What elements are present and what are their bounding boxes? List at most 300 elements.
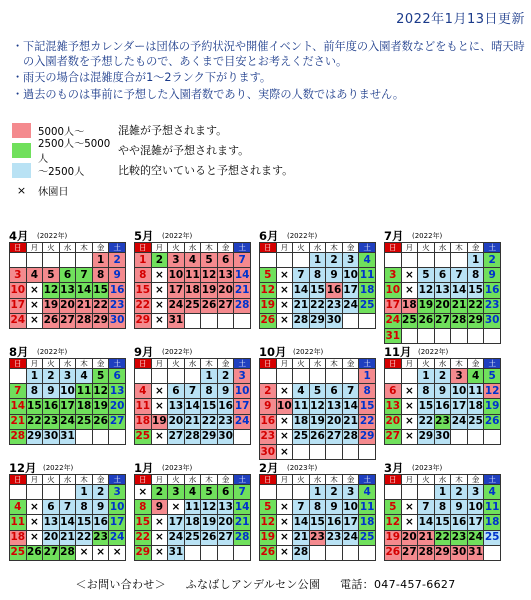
day-cell — [276, 369, 293, 384]
day-cell: 8 — [26, 384, 43, 399]
day-cell: 10 — [467, 500, 484, 515]
day-cell: 8 — [309, 268, 326, 283]
day-cell: 14 — [418, 515, 435, 530]
day-cell: × — [401, 283, 418, 298]
day-cell: 19 — [92, 399, 109, 414]
day-cell: 19 — [201, 283, 218, 298]
day-cell: 29 — [26, 429, 43, 444]
weekday-header: 土 — [234, 475, 251, 485]
day-cell: 12 — [385, 515, 402, 530]
day-cell: 2 — [326, 253, 343, 268]
weekday-header: 金 — [92, 475, 109, 485]
day-cell: 1 — [309, 485, 326, 500]
month-table — [384, 358, 501, 445]
day-cell — [484, 429, 501, 444]
day-cell: 19 — [43, 298, 60, 313]
day-cell: 2 — [151, 253, 168, 268]
day-cell: 4 — [26, 268, 43, 283]
day-cell: 22 — [201, 414, 218, 429]
day-cell: 25 — [76, 414, 93, 429]
month-year: (2022年) — [37, 232, 68, 240]
day-cell: 29 — [434, 545, 451, 560]
day-cell: 4 — [359, 253, 376, 268]
day-cell — [10, 253, 27, 268]
month-name: 3月 — [384, 461, 404, 475]
day-cell: × — [401, 500, 418, 515]
day-cell: 5 — [484, 369, 501, 384]
legend-label: 休園日 — [38, 186, 69, 198]
day-cell: 4 — [359, 485, 376, 500]
day-cell: × — [151, 298, 168, 313]
weekday-header: 火 — [43, 243, 60, 253]
day-cell: × — [26, 298, 43, 313]
day-cell: 30 — [434, 429, 451, 444]
day-cell: 12 — [201, 268, 218, 283]
weekday-header: 日 — [260, 359, 277, 369]
day-cell: 5 — [418, 268, 435, 283]
day-cell: 29 — [135, 313, 152, 328]
day-cell: 9 — [260, 399, 277, 414]
day-cell: 16 — [92, 515, 109, 530]
day-cell: 28 — [10, 429, 27, 444]
month-table — [259, 242, 376, 329]
month-year: (2023年) — [412, 464, 443, 472]
day-cell: 11 — [293, 399, 310, 414]
day-cell: 3 — [342, 253, 359, 268]
day-cell: 16 — [109, 283, 126, 298]
month-name: 2月 — [259, 461, 279, 475]
day-cell: 29 — [359, 429, 376, 444]
day-cell — [234, 545, 251, 560]
day-cell — [359, 313, 376, 328]
month-name: 9月 — [134, 345, 154, 359]
day-cell: 1 — [359, 369, 376, 384]
weekday-header: 木 — [201, 359, 218, 369]
day-cell — [26, 485, 43, 500]
day-cell — [309, 369, 326, 384]
day-cell: 23 — [326, 530, 343, 545]
weekday-header: 金 — [217, 243, 234, 253]
note-2: ・ 雨天の場合は混雑度合が1～2ランク下がります。 — [12, 71, 272, 84]
day-cell: × — [276, 500, 293, 515]
month-calendar — [384, 460, 501, 561]
day-cell: 17 — [109, 515, 126, 530]
day-cell: × — [276, 429, 293, 444]
day-cell: 21 — [59, 530, 76, 545]
day-cell: 11 — [184, 500, 201, 515]
weekday-header: 土 — [234, 243, 251, 253]
day-cell: 9 — [43, 384, 60, 399]
day-cell: 25 — [293, 429, 310, 444]
month-header — [259, 344, 376, 358]
day-cell: 19 — [484, 399, 501, 414]
day-cell: 2 — [109, 253, 126, 268]
month-table — [9, 242, 126, 329]
weekday-header: 水 — [309, 243, 326, 253]
day-cell: 9 — [92, 500, 109, 515]
day-cell: 30 — [326, 313, 343, 328]
day-cell: 22 — [135, 530, 152, 545]
day-cell: 19 — [201, 515, 218, 530]
day-cell: 1 — [76, 485, 93, 500]
day-cell: 25 — [184, 298, 201, 313]
weekday-header: 木 — [451, 243, 468, 253]
weekday-header: 木 — [201, 475, 218, 485]
day-cell: 9 — [484, 268, 501, 283]
day-cell: 5 — [201, 485, 218, 500]
day-cell — [293, 485, 310, 500]
weekday-header: 木 — [76, 475, 93, 485]
day-cell — [260, 253, 277, 268]
day-cell: 7 — [10, 384, 27, 399]
day-cell: 11 — [467, 384, 484, 399]
day-cell: 5 — [309, 384, 326, 399]
day-cell: 17 — [342, 283, 359, 298]
day-cell: 2 — [326, 485, 343, 500]
legend-closed — [12, 180, 293, 200]
month-header — [259, 460, 376, 474]
day-cell: 5 — [43, 268, 60, 283]
note-bullet: ・ — [12, 87, 24, 101]
day-cell — [385, 485, 402, 500]
weekday-header: 月 — [26, 475, 43, 485]
day-cell: 18 — [359, 515, 376, 530]
day-cell: 4 — [76, 369, 93, 384]
day-cell: 3 — [342, 485, 359, 500]
month-calendar — [134, 228, 251, 329]
day-cell: 23 — [434, 414, 451, 429]
day-cell — [260, 485, 277, 500]
day-cell: × — [76, 545, 93, 560]
day-cell: 6 — [168, 384, 185, 399]
day-cell — [293, 444, 310, 459]
day-cell — [434, 328, 451, 343]
month-year: (2022年) — [37, 348, 68, 356]
day-cell — [484, 545, 501, 560]
day-cell: 27 — [326, 429, 343, 444]
day-cell: 21 — [451, 298, 468, 313]
day-cell — [168, 369, 185, 384]
day-cell: 2 — [434, 369, 451, 384]
day-cell: 29 — [467, 313, 484, 328]
day-cell: 16 — [326, 283, 343, 298]
day-cell: 15 — [92, 283, 109, 298]
day-cell: 12 — [418, 283, 435, 298]
day-cell: 9 — [434, 384, 451, 399]
day-cell: 14 — [293, 283, 310, 298]
day-cell: 25 — [359, 530, 376, 545]
day-cell: 3 — [109, 485, 126, 500]
day-cell: 28 — [234, 298, 251, 313]
day-cell — [43, 485, 60, 500]
day-cell: × — [151, 515, 168, 530]
day-cell: × — [276, 444, 293, 459]
weekday-header: 火 — [168, 359, 185, 369]
weekday-header: 木 — [76, 243, 93, 253]
day-cell: 11 — [184, 268, 201, 283]
day-cell: 21 — [293, 298, 310, 313]
day-cell: × — [151, 313, 168, 328]
day-cell — [276, 253, 293, 268]
day-cell: 29 — [92, 313, 109, 328]
day-cell: 15 — [135, 515, 152, 530]
day-cell: 10 — [234, 384, 251, 399]
day-cell: × — [151, 530, 168, 545]
day-cell: 7 — [234, 485, 251, 500]
month-calendar — [384, 344, 501, 445]
weekday-header: 月 — [151, 359, 168, 369]
weekday-header: 日 — [385, 359, 402, 369]
day-cell: × — [276, 384, 293, 399]
weekday-header: 火 — [43, 475, 60, 485]
day-cell: 28 — [184, 429, 201, 444]
month-calendar — [384, 228, 501, 344]
day-cell: 27 — [217, 530, 234, 545]
legend-label: 2500人～5000人 — [38, 139, 111, 165]
day-cell: 30 — [109, 313, 126, 328]
weekday-header: 火 — [418, 243, 435, 253]
day-cell — [401, 328, 418, 343]
weekday-header: 土 — [484, 243, 501, 253]
day-cell: 2 — [451, 485, 468, 500]
day-cell — [309, 545, 326, 560]
month-year: (2022年) — [293, 348, 324, 356]
day-cell — [359, 545, 376, 560]
legend-closed-symbol: × — [16, 183, 27, 197]
day-cell: 22 — [434, 530, 451, 545]
month-year: (2022年) — [418, 348, 449, 356]
month-year: (2022年) — [287, 232, 318, 240]
day-cell — [385, 253, 402, 268]
day-cell: 2 — [217, 369, 234, 384]
day-cell — [451, 429, 468, 444]
weekday-header: 火 — [168, 243, 185, 253]
day-cell: 17 — [342, 515, 359, 530]
day-cell: 23 — [217, 414, 234, 429]
day-cell: 5 — [201, 253, 218, 268]
day-cell: 21 — [184, 414, 201, 429]
month-header — [384, 228, 501, 242]
day-cell: 24 — [10, 313, 27, 328]
month-name: 8月 — [9, 345, 29, 359]
day-cell: 22 — [135, 298, 152, 313]
day-cell: 24 — [109, 530, 126, 545]
day-cell: 24 — [168, 298, 185, 313]
day-cell: × — [276, 268, 293, 283]
day-cell: 8 — [467, 268, 484, 283]
weekday-header: 火 — [168, 475, 185, 485]
weekday-header: 日 — [260, 243, 277, 253]
day-cell: 21 — [418, 530, 435, 545]
day-cell: 10 — [342, 268, 359, 283]
day-cell: 23 — [260, 429, 277, 444]
weekday-header: 水 — [184, 475, 201, 485]
day-cell — [434, 253, 451, 268]
day-cell — [59, 253, 76, 268]
day-cell: 14 — [184, 399, 201, 414]
day-cell: 20 — [59, 298, 76, 313]
day-cell — [342, 444, 359, 459]
day-cell: 18 — [184, 515, 201, 530]
day-cell: 7 — [76, 268, 93, 283]
weekday-header: 金 — [92, 359, 109, 369]
day-cell: 28 — [293, 313, 310, 328]
day-cell: 26 — [201, 298, 218, 313]
day-cell: 13 — [59, 283, 76, 298]
day-cell: 15 — [434, 515, 451, 530]
day-cell: 15 — [201, 399, 218, 414]
day-cell: 4 — [293, 384, 310, 399]
day-cell: 20 — [168, 414, 185, 429]
day-cell: 16 — [260, 414, 277, 429]
day-cell — [217, 313, 234, 328]
day-cell: 25 — [184, 530, 201, 545]
day-cell: × — [26, 313, 43, 328]
day-cell: × — [276, 414, 293, 429]
day-cell: 13 — [43, 515, 60, 530]
day-cell: 12 — [484, 384, 501, 399]
day-cell: 8 — [76, 500, 93, 515]
day-cell: 8 — [135, 268, 152, 283]
weekday-header: 火 — [418, 475, 435, 485]
day-cell — [342, 545, 359, 560]
day-cell: 6 — [217, 485, 234, 500]
day-cell — [184, 369, 201, 384]
day-cell: 8 — [92, 268, 109, 283]
month-year: (2022年) — [162, 348, 193, 356]
day-cell: 23 — [92, 530, 109, 545]
day-cell: × — [276, 515, 293, 530]
weekday-header: 日 — [260, 475, 277, 485]
weekday-header: 水 — [309, 359, 326, 369]
contact-label: ＜お問い合わせ＞ — [75, 578, 166, 591]
weekday-header: 日 — [385, 243, 402, 253]
day-cell: 17 — [168, 283, 185, 298]
day-cell: 20 — [434, 298, 451, 313]
day-cell — [109, 429, 126, 444]
day-cell: 4 — [484, 485, 501, 500]
month-calendar — [259, 228, 376, 329]
day-cell: 27 — [59, 313, 76, 328]
day-cell — [342, 313, 359, 328]
day-cell — [135, 369, 152, 384]
day-cell: 28 — [418, 545, 435, 560]
month-header — [134, 344, 251, 358]
day-cell: 26 — [309, 429, 326, 444]
day-cell: 12 — [260, 283, 277, 298]
day-cell: 19 — [151, 414, 168, 429]
day-cell: 10 — [109, 500, 126, 515]
contact-org: ふなばしアンデルセン公園 — [185, 578, 321, 591]
weekday-header: 土 — [359, 243, 376, 253]
day-cell: × — [26, 515, 43, 530]
day-cell — [293, 369, 310, 384]
month-name: 1月 — [134, 461, 154, 475]
month-table — [9, 358, 126, 445]
month-table — [384, 242, 501, 344]
day-cell: 26 — [385, 545, 402, 560]
day-cell — [451, 253, 468, 268]
day-cell — [201, 313, 218, 328]
day-cell — [451, 328, 468, 343]
month-table — [384, 474, 501, 561]
day-cell: 21 — [234, 283, 251, 298]
day-cell: 25 — [467, 414, 484, 429]
legend-swatch-low — [12, 163, 31, 178]
day-cell: 18 — [10, 530, 27, 545]
day-cell: × — [276, 283, 293, 298]
day-cell: 16 — [484, 283, 501, 298]
day-cell: × — [168, 500, 185, 515]
day-cell: 9 — [217, 384, 234, 399]
day-cell: 1 — [434, 485, 451, 500]
day-cell: × — [109, 545, 126, 560]
day-cell: 20 — [43, 530, 60, 545]
day-cell: 6 — [109, 369, 126, 384]
day-cell: 13 — [109, 384, 126, 399]
day-cell — [10, 369, 27, 384]
legend-low — [12, 160, 293, 180]
weekday-header: 水 — [434, 359, 451, 369]
day-cell: 28 — [293, 545, 310, 560]
day-cell: 16 — [217, 399, 234, 414]
day-cell: 15 — [26, 399, 43, 414]
day-cell: 12 — [43, 283, 60, 298]
day-cell: 18 — [467, 399, 484, 414]
weekday-header: 水 — [59, 475, 76, 485]
legend-label: 5000人～ — [38, 126, 85, 138]
weekday-header: 日 — [135, 359, 152, 369]
day-cell — [76, 429, 93, 444]
day-cell: 13 — [326, 399, 343, 414]
day-cell: 15 — [135, 283, 152, 298]
day-cell: 14 — [234, 268, 251, 283]
weekday-header: 日 — [10, 243, 27, 253]
weekday-header: 土 — [359, 475, 376, 485]
day-cell: × — [151, 545, 168, 560]
day-cell: 7 — [418, 500, 435, 515]
day-cell — [484, 328, 501, 343]
day-cell: 25 — [135, 429, 152, 444]
day-cell: 19 — [385, 530, 402, 545]
day-cell: 22 — [26, 414, 43, 429]
day-cell: 22 — [76, 530, 93, 545]
day-cell: 30 — [217, 429, 234, 444]
month-name: 5月 — [134, 229, 154, 243]
month-header — [9, 228, 126, 242]
day-cell: 12 — [260, 515, 277, 530]
day-cell: 16 — [326, 515, 343, 530]
day-cell: 25 — [359, 298, 376, 313]
day-cell — [401, 253, 418, 268]
day-cell: 28 — [234, 530, 251, 545]
weekday-header: 木 — [201, 243, 218, 253]
weekday-header: 木 — [326, 243, 343, 253]
day-cell: 9 — [109, 268, 126, 283]
weekday-header: 水 — [184, 243, 201, 253]
day-cell: 1 — [92, 253, 109, 268]
day-cell: 1 — [201, 369, 218, 384]
day-cell: 21 — [293, 530, 310, 545]
day-cell: 5 — [92, 369, 109, 384]
weekday-header: 月 — [26, 359, 43, 369]
month-table — [134, 358, 251, 445]
day-cell: × — [92, 545, 109, 560]
month-header — [134, 228, 251, 242]
month-year: (2022年) — [162, 232, 193, 240]
day-cell: 17 — [168, 515, 185, 530]
day-cell: 24 — [385, 313, 402, 328]
